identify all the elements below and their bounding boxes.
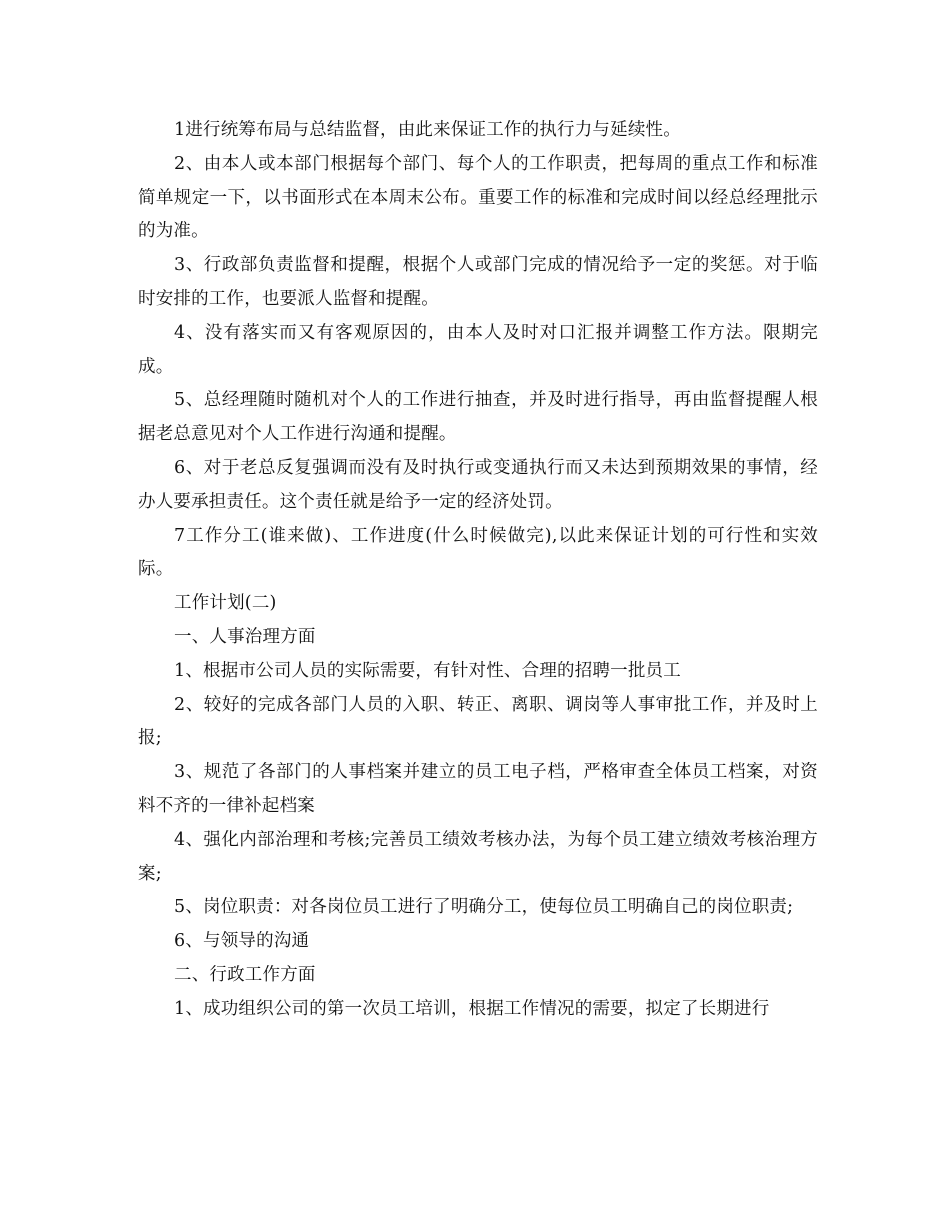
section-heading: 工作计划(二) (174, 593, 277, 614)
paragraph: 1进行统筹布局与总结监督，由此来保证工作的执行力与延续性。 (174, 120, 681, 140)
paragraph: 5、总经理随时随机对个人的工作进行抽查，并及时进行指导，再由监督提醒人根据老总意见对个人工作进行沟通和提醒。 (138, 390, 818, 445)
paragraph: 5、岗位职责：对各岗位员工进行了明确分工，使每位员工明确自己的岗位职责; (174, 897, 794, 918)
document-body (138, 114, 818, 1027)
section-heading: 二、行政工作方面 (174, 964, 316, 985)
paragraph: 6、对于老总反复强调而没有及时执行或变通执行而又未达到预期效果的事情，经办人要承担责任。这个责任就是给予一定的经济处罚。 (138, 457, 818, 512)
paragraph: 6、与领导的沟通 (174, 931, 310, 952)
paragraph: 2、较好的完成各部门人员的入职、转正、离职、调岗等人事审批工作，并及时上报; (138, 694, 818, 749)
paragraph: 7工作分工(谁来做)、工作进度(什么时候做完),以此来保证计划的可行性和实效际。 (138, 525, 818, 580)
paragraph: 4、强化内部治理和考核;完善员工绩效考核办法，为每个员工建立绩效考核治理方案; (138, 829, 818, 884)
section-heading: 一、人事治理方面 (174, 626, 316, 647)
paragraph: 3、规范了各部门的人事档案并建立的员工电子档，严格审查全体员工档案，对资料不齐的一律补起档案 (138, 762, 818, 816)
paragraph: 1、根据市公司人员的实际需要，有针对性、合理的招聘一批员工 (174, 660, 681, 681)
paragraph: 3、行政部负责监督和提醒，根据个人或部门完成的情况给予一定的奖惩。对于临时安排的工作，也要派人监督和提醒。 (138, 255, 818, 309)
paragraph: 4、没有落实而又有客观原因的，由本人及时对口汇报并调整工作方法。限期完成。 (138, 322, 818, 377)
paragraph: 1、成功组织公司的第一次员工培训，根据工作情况的需要，拟定了长期进行 (174, 998, 770, 1019)
paragraph: 2、由本人或本部门根据每个部门、每个人的工作职责，把每周的重点工作和标准简单规定一下，以书面形式在本周末公布。重要工作的标准和完成时间以经总经理批示的为准。 (138, 153, 818, 242)
